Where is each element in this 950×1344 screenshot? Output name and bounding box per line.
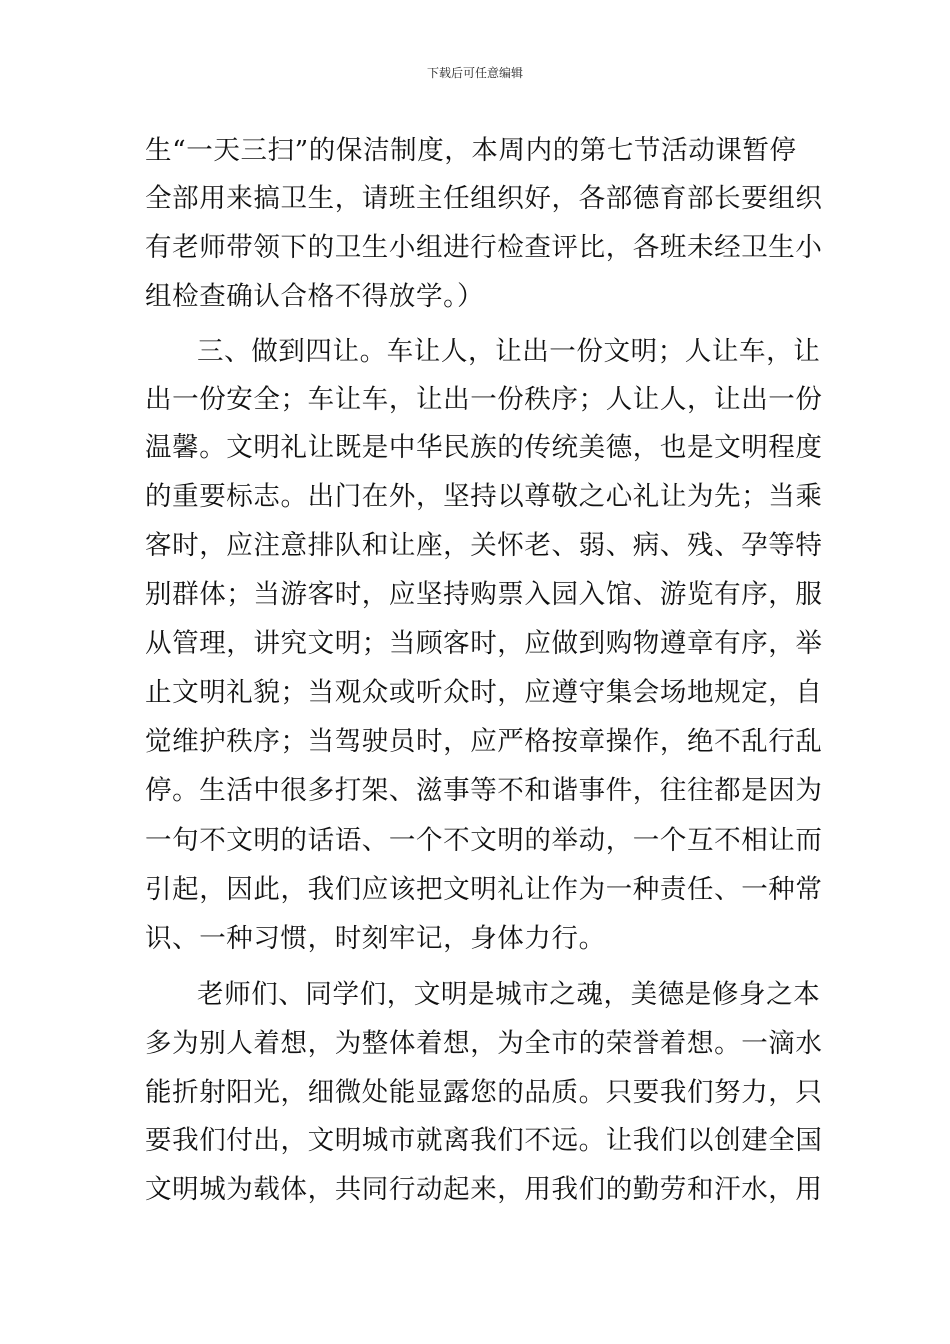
text-line: 温馨。文明礼让既是中华民族的传统美德，也是文明程度 [145, 432, 823, 463]
text-line: 文明城为载体，共同行动起来，用我们的勤劳和汗水，用 [145, 1174, 823, 1205]
text-line: 识、一种习惯，时刻牢记，身体力行。 [145, 923, 606, 954]
text-line: 出一份安全；车让车，让出一份秩序；人让人，让出一份 [145, 384, 823, 415]
text-line: 三、做到四让。车让人，让出一份文明；人让车，让 [197, 336, 821, 367]
text-line: 多为别人着想，为整体着想，为全市的荣誉着想。一滴水 [145, 1028, 823, 1059]
text-line: 停。生活中很多打架、滋事等不和谐事件，往往都是因为 [145, 775, 823, 806]
text-line: 能折射阳光，细微处能显露您的品质。只要我们努力，只 [145, 1077, 823, 1108]
text-line: 引起，因此，我们应该把文明礼让作为一种责任、一种常 [145, 874, 823, 905]
text-line: 从管理，讲究文明；当顾客时，应做到购物遵章有序，举 [145, 628, 823, 659]
text-line: 的重要标志。出门在外，坚持以尊敬之心礼让为先；当乘 [145, 481, 823, 512]
text-line: 生“一天三扫”的保洁制度，本周内的第七节活动课暂停 [145, 135, 797, 166]
text-line: 组检查确认合格不得放学。） [145, 281, 485, 312]
text-line: 别群体；当游客时，应坚持购票入园入馆、游览有序，服 [145, 579, 823, 610]
page-header: 下载后可任意编辑 [426, 66, 523, 80]
text-line: 老师们、同学们，文明是城市之魂，美德是修身之本 [197, 979, 821, 1010]
text-line: 客时，应注意排队和让座，关怀老、弱、病、残、孕等特 [145, 530, 823, 561]
text-line: 一句不文明的话语、一个不文明的举动，一个互不相让而 [145, 825, 823, 856]
text-line: 觉维护秩序；当驾驶员时，应严格按章操作，绝不乱行乱 [145, 726, 823, 757]
text-line: 要我们付出，文明城市就离我们不远。让我们以创建全国 [145, 1125, 823, 1156]
text-line: 有老师带领下的卫生小组进行检查评比，各班未经卫生小 [145, 232, 823, 263]
text-line: 止文明礼貌；当观众或听众时，应遵守集会场地规定，自 [145, 677, 823, 708]
text-line: 全部用来搞卫生，请班主任组织好，各部德育部长要组织 [145, 183, 823, 214]
